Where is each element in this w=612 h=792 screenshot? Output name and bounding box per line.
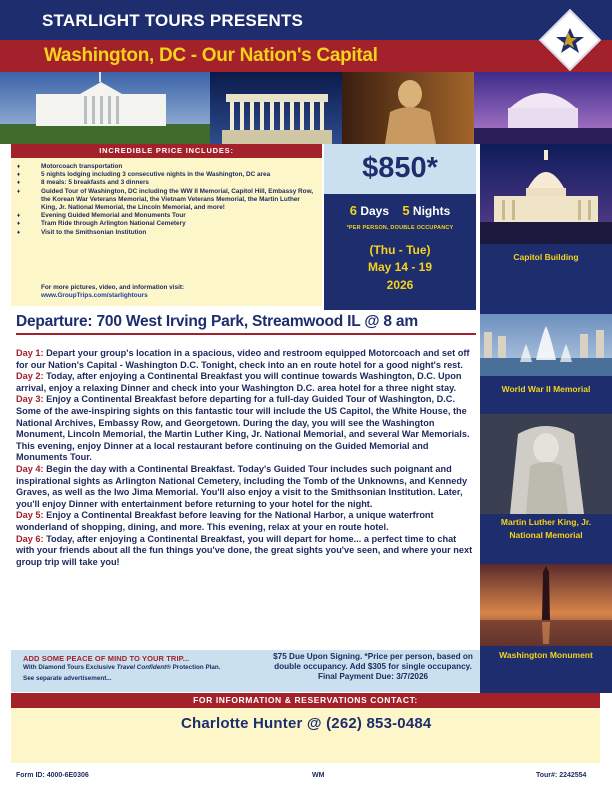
- day-text: Today, after enjoying a Continental Breakfast you will continue towards Washington, D.C. Upon arrival, enjoy a relaxing Dinner and check into your Washington D.C. area hotel for a three night stay.: [16, 371, 462, 393]
- tour-number: Tour#: 2242554: [536, 772, 587, 779]
- diamond-bullet-icon: ♦: [17, 213, 21, 220]
- day-label: Day 2:: [16, 371, 44, 382]
- day-label: Day 4:: [16, 463, 44, 474]
- list-item: [17, 163, 316, 171]
- mlk-caption-line2: National Memorial: [509, 530, 583, 540]
- day-label: Day 3:: [16, 394, 44, 405]
- mlk-image: [480, 414, 612, 514]
- itinerary-day: [16, 464, 474, 510]
- list-item: [17, 171, 316, 179]
- list-item-text: Motorcoach transportation: [41, 163, 123, 170]
- includes-heading: INCREDIBLE PRICE INCLUDES:: [11, 144, 322, 158]
- days-number: 6: [349, 203, 357, 218]
- protection-text-c: ® Protection Plan.: [166, 664, 221, 671]
- protection-plan-text: [23, 664, 221, 671]
- nights-label: Nights: [412, 204, 451, 218]
- itinerary-day: [16, 534, 474, 569]
- list-item: [17, 179, 316, 187]
- star-icon: [538, 8, 602, 72]
- website-link[interactable]: www.GroupTrips.com/starlightours: [41, 292, 148, 300]
- terms-line: double occupancy. Add $305 for single occupancy.: [274, 662, 472, 671]
- includes-list: [11, 158, 322, 237]
- terms-line: $75 Due Upon Signing. *Price per person, based on: [273, 652, 473, 661]
- day-label: Day 6:: [16, 533, 44, 544]
- itinerary-day: [16, 394, 474, 464]
- form-id: Form ID: 4000-6E0306: [16, 772, 89, 779]
- day-text: Enjoy a Continental Breakfast before departing for a full-day Guided Tour of Washington, D.C. Some of the awe-inspiring sights on this fantastic tour will include the US Capitol, the White House, the National Archives, Embassy Row, and Georgetown. During the day, you will see the Washington Monument, Lincoln Memorial, the Martin Luther King, Jr. National Memorial, and several War Memorials. This evening, enjoy Dinner at a local restaurant before continuing on the Guided Memorial and Monuments Tour.: [16, 394, 470, 463]
- day-text: Begin the day with a Continental Breakfast. Today's Guided Tour includes such poignant and inspirational sights as Arlington National Cemetery, including the Tomb of the Unknowns, and Kennedy Graves, as well as the Iwo Jima Memorial. You'll also enjoy a visit to the Smithsonian Institution. Later, you'll enjoy Dinner with entertainment before returning to your hotel for the night.: [16, 463, 468, 509]
- protection-plan-box: [11, 650, 266, 692]
- protection-text-a: With Diamond Tours Exclusive: [23, 664, 117, 671]
- list-item: [17, 188, 316, 213]
- contact-box: [11, 708, 600, 763]
- capitol-caption: Capitol Building: [513, 252, 579, 262]
- itinerary: [16, 348, 474, 568]
- diamond-star-logo: [538, 8, 602, 72]
- diamond-bullet-icon: ♦: [17, 188, 21, 195]
- monument-caption: Washington Monument: [499, 650, 593, 660]
- price-amount-panel: [324, 144, 476, 194]
- footer-center-code: WM: [312, 772, 325, 779]
- wwii-image: [480, 314, 612, 376]
- header-bar: [0, 0, 612, 40]
- list-item-text: Guided Tour of Washington, DC including the WW II Memorial, Capitol Hill, Embassy Row, the Korean War Veterans Memorial, the Vietnam Veterans Memorial, the Martin Luther King, Jr. National Memorial, the Lincoln Memorial, and more!: [41, 187, 314, 212]
- days-label: Days: [360, 204, 389, 218]
- payment-terms: [266, 650, 480, 692]
- list-item-text: 8 meals: 5 breakfasts and 3 dinners: [41, 179, 149, 187]
- itinerary-day: [16, 371, 474, 394]
- contact-name-phone: Charlotte Hunter @ (262) 853-0484: [181, 715, 432, 732]
- list-item: [17, 229, 316, 237]
- presents-text: STARLIGHT TOURS PRESENTS: [42, 11, 304, 30]
- more-info-text: For more pictures, video, and information visit:: [41, 284, 185, 291]
- diamond-bullet-icon: ♦: [17, 172, 21, 179]
- monument-photo: [480, 564, 612, 646]
- includes-box: [11, 144, 322, 306]
- landmark-photos: [0, 72, 612, 144]
- list-item: [17, 220, 316, 228]
- title-bar: [0, 40, 612, 72]
- capitol-photo: [480, 144, 612, 244]
- travel-dates: May 14 - 19: [367, 260, 433, 274]
- trip-length: [324, 203, 476, 218]
- diamond-bullet-icon: ♦: [17, 229, 21, 236]
- day-text: Today, after enjoying a Continental Breakfast, you will depart for home... a perfect time to chat with your friends about all the fun things you've done, the great sights you've seen, and where your next group trip will take you!: [16, 533, 473, 567]
- mlk-photo: [480, 414, 612, 514]
- wwii-caption-band: [480, 376, 612, 414]
- diamond-bullet-icon: ♦: [17, 180, 21, 187]
- departure-heading: Departure: 700 West Irving Park, Streamwood IL @ 8 am: [16, 313, 418, 330]
- protection-see-ad: See separate advertisement...: [23, 675, 112, 682]
- itinerary-day: [16, 510, 474, 533]
- price-box: [324, 144, 476, 310]
- capitol-image: [480, 144, 612, 244]
- diamond-bullet-icon: ♦: [17, 221, 21, 228]
- monument-image: [480, 564, 612, 646]
- itinerary-day: [16, 348, 474, 371]
- list-item-text: Evening Guided Memorial and Monuments Tour: [41, 212, 186, 220]
- travel-year: 2026: [386, 278, 414, 292]
- wwii-caption: World War II Memorial: [501, 384, 591, 394]
- list-item-text: Tram Ride through Arlington National Cemetery: [41, 220, 186, 228]
- price-amount: $850*: [362, 152, 438, 184]
- diamond-bullet-icon: ♦: [17, 164, 21, 170]
- days-of-week: (Thu - Tue): [369, 243, 431, 257]
- photo-strip: [0, 72, 612, 144]
- page-title: Washington, DC - Our Nation's Capital: [44, 45, 378, 66]
- day-label: Day 5:: [16, 510, 44, 521]
- day-text: Depart your group's location in a spacious, video and restroom equipped Motorcoach and set off for our Nation's Capital - Washington D.C. Tonight, check into an en route hotel for a good night's rest.: [16, 348, 470, 370]
- list-item: [17, 212, 316, 220]
- protection-plan-name: Travel Confident: [116, 664, 167, 671]
- day-label: Day 1:: [16, 348, 44, 358]
- nights-number: 5: [402, 203, 410, 218]
- departure-divider: [16, 333, 476, 335]
- contact-heading: FOR INFORMATION & RESERVATIONS CONTACT:: [11, 693, 600, 708]
- list-item-text: 5 nights lodging including 3 consecutive nights in the Washington, DC area: [41, 171, 271, 179]
- wwii-photo: [480, 314, 612, 376]
- per-person-note: *PER PERSON, DOUBLE OCCUPANCY: [346, 225, 454, 231]
- terms-line: Final Payment Due: 3/7/2026: [317, 672, 429, 681]
- mlk-caption-line1: Martin Luther King, Jr.: [500, 517, 592, 527]
- day-text: Enjoy a Continental Breakfast before leaving for the National Harbor, a unique waterfront wonderland of shopping, dining, and more. This evening, relax at your en route hotel.: [16, 510, 434, 532]
- protection-heading: ADD SOME PEACE OF MIND TO YOUR TRIP...: [23, 654, 190, 663]
- list-item-text: Visit to the Smithsonian Institution: [41, 228, 147, 236]
- more-info: [41, 284, 184, 301]
